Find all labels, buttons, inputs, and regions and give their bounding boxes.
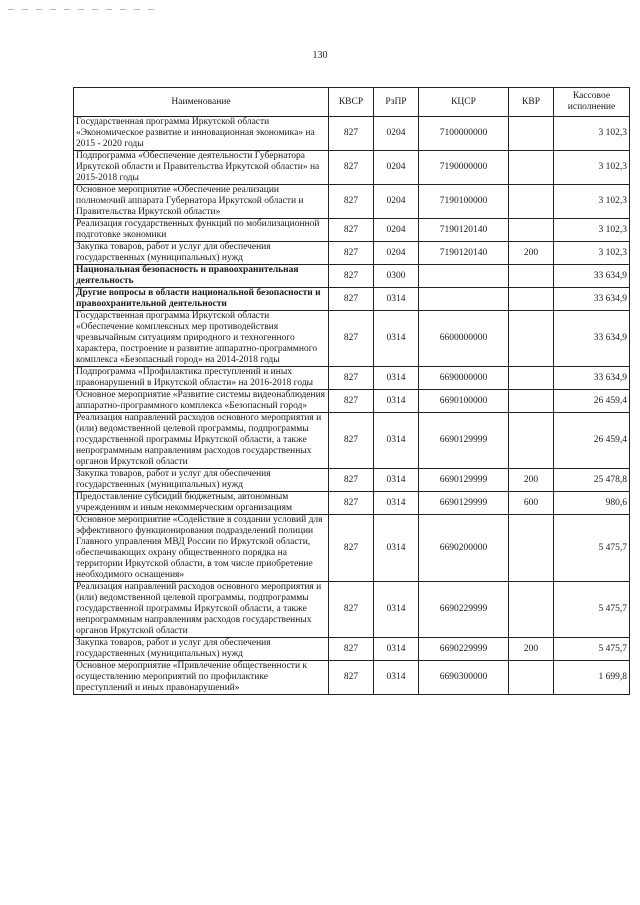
cell-kcsr: 6690229999 (419, 638, 509, 661)
cell-kvsr: 827 (329, 219, 374, 242)
cell-kcsr (419, 265, 509, 288)
table-row (74, 367, 630, 390)
cell-kvsr: 827 (329, 638, 374, 661)
page-number: 130 (312, 50, 328, 61)
cell-kvr (509, 367, 554, 390)
cell-kvsr: 827 (329, 582, 374, 638)
cell-amount: 26 459,4 (554, 413, 630, 469)
cell-kvsr: 827 (329, 492, 374, 515)
cell-name: Подпрограмма «Обеспечение деятельности Губернатора Иркутской области и Правительства Иркутской области» на 2015-2018 годы (74, 151, 329, 185)
cell-amount: 33 634,9 (554, 311, 630, 367)
cell-rzpr: 0314 (374, 390, 419, 413)
table-row (74, 242, 630, 265)
cell-kvsr: 827 (329, 265, 374, 288)
table-row (74, 311, 630, 367)
cell-kcsr: 6690129999 (419, 469, 509, 492)
cell-kvr (509, 151, 554, 185)
cell-kcsr: 6690129999 (419, 413, 509, 469)
cell-kcsr: 7190120140 (419, 219, 509, 242)
cell-amount: 5 475,7 (554, 515, 630, 582)
cell-kvr (509, 288, 554, 311)
cell-rzpr: 0314 (374, 413, 419, 469)
cell-name: Основное мероприятие «Развитие системы видеонаблюдения аппаратно-программного комплекса «Безопасный город» (74, 390, 329, 413)
cell-name: Закупка товаров, работ и услуг для обеспечения государственных (муниципальных) нужд (74, 242, 329, 265)
cell-kvsr: 827 (329, 390, 374, 413)
cell-kvr: 200 (509, 242, 554, 265)
header-kvsr: КВСР (329, 88, 374, 117)
cell-kcsr: 7100000000 (419, 117, 509, 151)
table-row (74, 219, 630, 242)
cell-name: Государственная программа Иркутской области «Обеспечение комплексных мер противодействия чрезвычайным ситуациям природного и техногенного характера, построение и развитие аппаратно-программного комплекса «Безопасный город» на 2014-2018 годы (74, 311, 329, 367)
header-amount: Кассовое исполнение (554, 88, 630, 117)
cell-rzpr: 0314 (374, 582, 419, 638)
table-row (74, 469, 630, 492)
cell-rzpr: 0314 (374, 661, 419, 695)
header-kvr: КВР (509, 88, 554, 117)
cell-kcsr: 6600000000 (419, 311, 509, 367)
table-row (74, 661, 630, 695)
table-row (74, 390, 630, 413)
cell-kvr (509, 661, 554, 695)
cell-rzpr: 0314 (374, 288, 419, 311)
cell-kvr: 200 (509, 638, 554, 661)
cell-rzpr: 0204 (374, 151, 419, 185)
cell-amount: 5 475,7 (554, 582, 630, 638)
table-row (74, 515, 630, 582)
cell-amount: 33 634,9 (554, 367, 630, 390)
cell-rzpr: 0204 (374, 242, 419, 265)
cell-kvsr: 827 (329, 367, 374, 390)
table-row (74, 413, 630, 469)
cell-kvr (509, 185, 554, 219)
table-row (74, 151, 630, 185)
cell-amount: 3 102,3 (554, 219, 630, 242)
table-row (74, 265, 630, 288)
cell-amount: 3 102,3 (554, 151, 630, 185)
table-body (74, 117, 630, 695)
cell-kcsr: 6690300000 (419, 661, 509, 695)
cell-kcsr: 6690000000 (419, 367, 509, 390)
cell-kcsr: 7190120140 (419, 242, 509, 265)
cell-name: Реализация направлений расходов основного мероприятия и (или) ведомственной целевой программы, подпрограммы государственной программы Иркутской области, а также непрограммным направлениям расходов государственных органов Иркутской области (74, 413, 329, 469)
cell-name: Государственная программа Иркутской области «Экономическое развитие и инновационная экономика» на 2015 - 2020 годы (74, 117, 329, 151)
cell-kvsr: 827 (329, 151, 374, 185)
cell-kvr: 600 (509, 492, 554, 515)
table-row (74, 492, 630, 515)
cell-rzpr: 0314 (374, 367, 419, 390)
cell-name: Подпрограмма «Профилактика преступлений и иных правонарушений в Иркутской области» на 2016-2018 годы (74, 367, 329, 390)
cell-kcsr: 6690129999 (419, 492, 509, 515)
cell-kvr (509, 582, 554, 638)
cell-amount: 3 102,3 (554, 242, 630, 265)
cell-kvsr: 827 (329, 117, 374, 151)
cell-name: Закупка товаров, работ и услуг для обеспечения государственных (муниципальных) нужд (74, 638, 329, 661)
cell-kvr: 200 (509, 469, 554, 492)
cell-amount: 1 699,8 (554, 661, 630, 695)
table-row (74, 117, 630, 151)
cell-rzpr: 0314 (374, 311, 419, 367)
cell-name: Реализация государственных функций по мобилизационной подготовке экономики (74, 219, 329, 242)
cell-rzpr: 0300 (374, 265, 419, 288)
cell-rzpr: 0314 (374, 469, 419, 492)
cell-kcsr: 7190000000 (419, 151, 509, 185)
cell-name: Другие вопросы в области национальной безопасности и правоохранительной деятельности (74, 288, 329, 311)
cell-name: Реализация направлений расходов основного мероприятия и (или) ведомственной целевой программы, подпрограммы государственной программы Иркутской области, а также непрограммным направлениям расходов государственных органов Иркутской области (74, 582, 329, 638)
cell-amount: 3 102,3 (554, 185, 630, 219)
cell-rzpr: 0204 (374, 185, 419, 219)
cell-kvr (509, 117, 554, 151)
cell-name: Предоставление субсидий бюджетным, автономным учреждениям и иным некоммерческим организациям (74, 492, 329, 515)
cell-kvsr: 827 (329, 185, 374, 219)
cell-rzpr: 0204 (374, 219, 419, 242)
cell-kvr (509, 390, 554, 413)
cell-amount: 3 102,3 (554, 117, 630, 151)
cell-kvr (509, 515, 554, 582)
cell-amount: 33 634,9 (554, 288, 630, 311)
cell-rzpr: 0314 (374, 515, 419, 582)
cell-amount: 5 475,7 (554, 638, 630, 661)
table-row (74, 638, 630, 661)
cell-kcsr: 6690229999 (419, 582, 509, 638)
cell-kvr (509, 311, 554, 367)
cell-rzpr: 0204 (374, 117, 419, 151)
cell-amount: 980,6 (554, 492, 630, 515)
cell-kcsr: 6690200000 (419, 515, 509, 582)
scan-artifact (8, 9, 158, 10)
cell-kvsr: 827 (329, 661, 374, 695)
table-row (74, 185, 630, 219)
cell-kvsr: 827 (329, 242, 374, 265)
cell-rzpr: 0314 (374, 492, 419, 515)
cell-name: Основное мероприятие «Обеспечение реализации полномочий аппарата Губернатора Иркутской области и Правительства Иркутской области» (74, 185, 329, 219)
header-kcsr: КЦСР (419, 88, 509, 117)
cell-kvsr: 827 (329, 515, 374, 582)
cell-kvr (509, 413, 554, 469)
cell-amount: 33 634,9 (554, 265, 630, 288)
cell-name: Основное мероприятие «Содействие в создании условий для эффективного функционирования подразделений полиции Главного управления МВД России по Иркутской области, обеспечивающих охрану общественного порядка на территории Иркутской области, в том числе приобретение необходимого оснащения» (74, 515, 329, 582)
table-header-row (74, 88, 630, 117)
cell-rzpr: 0314 (374, 638, 419, 661)
cell-kcsr: 6690100000 (419, 390, 509, 413)
cell-amount: 26 459,4 (554, 390, 630, 413)
cell-kvsr: 827 (329, 413, 374, 469)
cell-kvsr: 827 (329, 469, 374, 492)
cell-kvr (509, 265, 554, 288)
cell-kvsr: 827 (329, 288, 374, 311)
header-name: Наименование (74, 88, 329, 117)
table-row (74, 582, 630, 638)
cell-amount: 25 478,8 (554, 469, 630, 492)
header-rzpr: РзПР (374, 88, 419, 117)
cell-kvsr: 827 (329, 311, 374, 367)
cell-name: Национальная безопасность и правоохранительная деятельность (74, 265, 329, 288)
cell-kvr (509, 219, 554, 242)
cell-kcsr (419, 288, 509, 311)
cell-kcsr: 7190100000 (419, 185, 509, 219)
cell-name: Основное мероприятие «Привлечение общественности к осуществлению мероприятий по профилактике преступлений и иных правонарушений» (74, 661, 329, 695)
budget-table (73, 87, 630, 695)
cell-name: Закупка товаров, работ и услуг для обеспечения государственных (муниципальных) нужд (74, 469, 329, 492)
table-row (74, 288, 630, 311)
